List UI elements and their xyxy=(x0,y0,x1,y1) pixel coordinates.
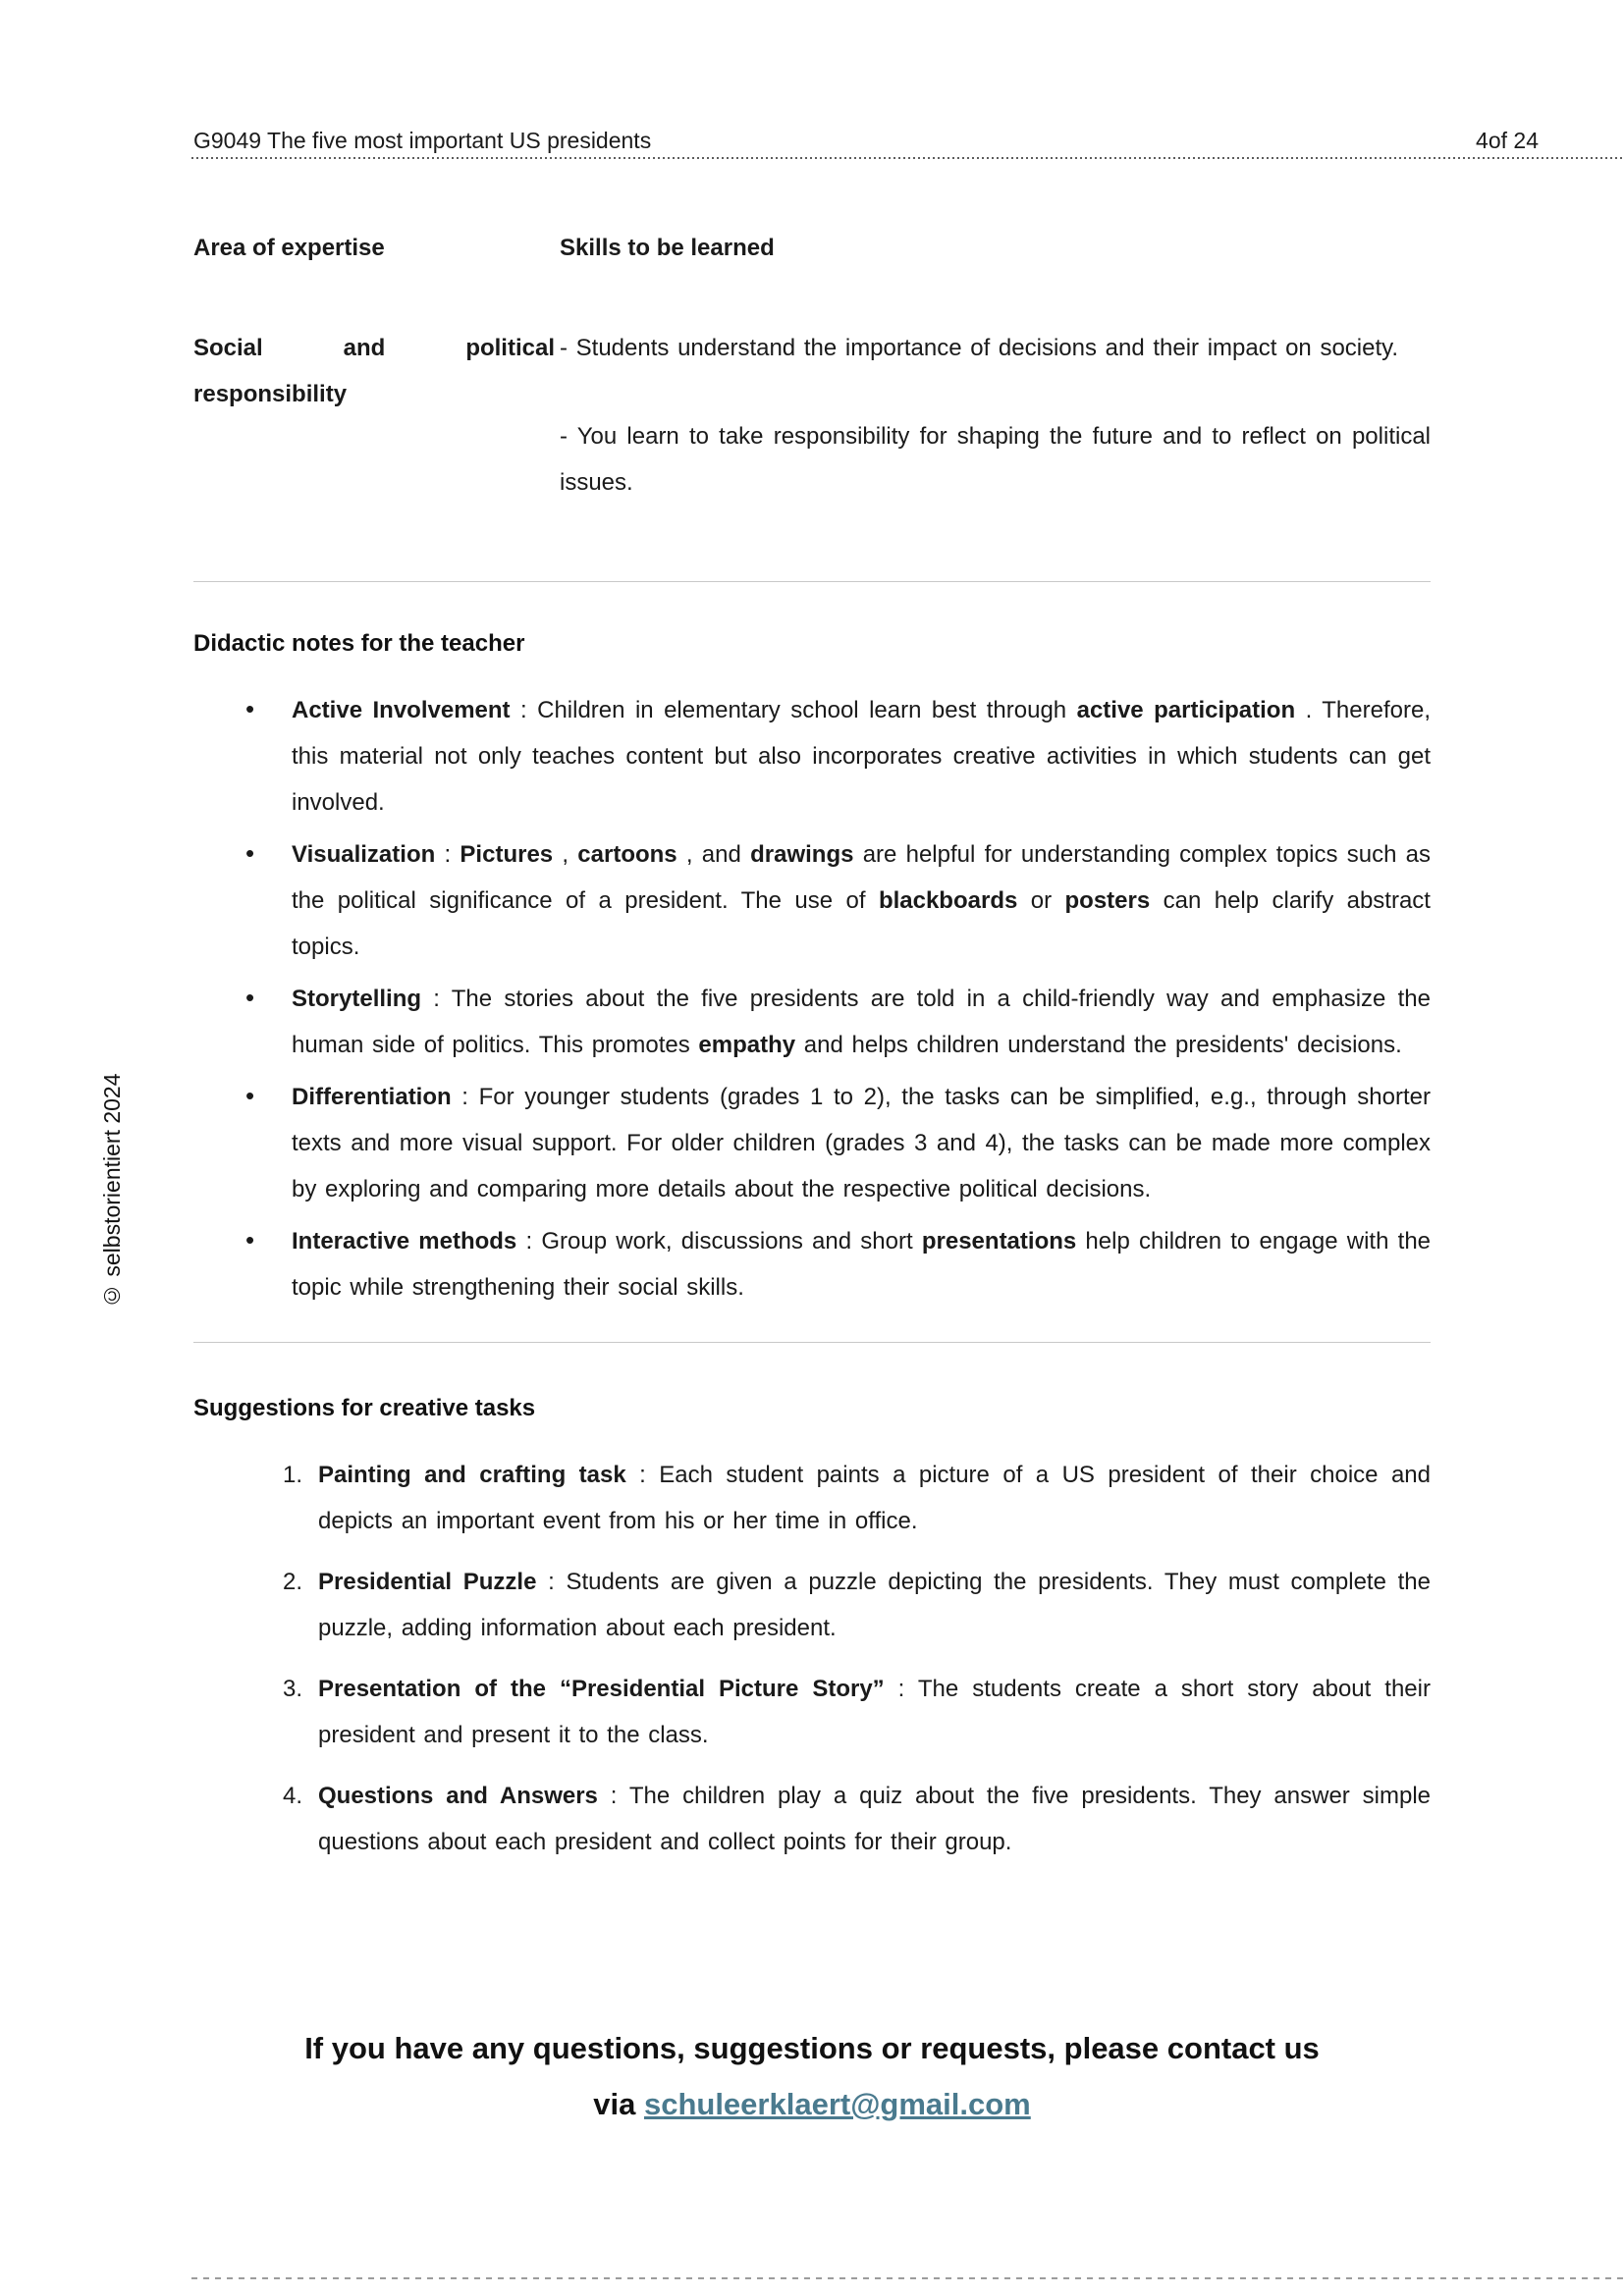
skills-paragraph: - Students understand the importance of decisions and their impact on society. xyxy=(560,335,1399,361)
list-item-text: Painting and crafting task : Each student paints a picture of a US president of their choice and depicts an important event from his or her time in office. xyxy=(318,1462,1431,1534)
list-item xyxy=(193,1559,1431,1651)
list-item xyxy=(193,1666,1431,1758)
list-item xyxy=(193,1452,1431,1544)
list-item-number: 1. xyxy=(283,1462,303,1488)
header-page-number: 4of 24 xyxy=(1476,128,1539,153)
list-item-text: Questions and Answers : The children play a quiz about the five presidents. They answer simple questions about each president and collect points for their group. xyxy=(318,1783,1431,1855)
didactic-list xyxy=(193,687,1431,1310)
list-item-number: 3. xyxy=(283,1676,303,1702)
didactic-heading: Didactic notes for the teacher xyxy=(193,630,525,657)
bullet-text: Storytelling : The stories about the five presidents are told in a child-friendly way and emphasize the human side of politics. This promotes empathy and helps children understand the presidents' decisions. xyxy=(292,986,1431,1058)
list-item xyxy=(193,1218,1431,1310)
bullet-icon: • xyxy=(245,694,255,723)
list-item xyxy=(193,1074,1431,1212)
list-item-number: 2. xyxy=(283,1569,303,1595)
list-item-number: 4. xyxy=(283,1783,303,1809)
bullet-text: Active Involvement : Children in elementary school learn best through active participation . Therefore, this material not only teaches content but also incorporates creative activities in which students can get involved. xyxy=(292,697,1431,816)
header-title: G9049 The five most important US presidents xyxy=(193,128,652,153)
suggestions-list xyxy=(193,1452,1431,1865)
table-body-row xyxy=(193,325,1431,506)
list-item-text: Presentation of the “Presidential Picture Story” : The students create a short story about their president and present it to the class. xyxy=(318,1676,1431,1748)
contact-email-link[interactable]: schuleerklaert@gmail.com xyxy=(643,2087,1031,2121)
column-header-skills: Skills to be learned xyxy=(560,235,775,261)
bottom-rule xyxy=(191,2277,1624,2279)
list-item xyxy=(193,1773,1431,1865)
list-item-text: Presidential Puzzle : Students are given a puzzle depicting the presidents. They must complete the puzzle, adding information about each president. xyxy=(318,1569,1431,1641)
contact-via: via xyxy=(593,2087,636,2121)
contact-line-1: If you have any questions, suggestions or requests, please contact us xyxy=(304,2031,1320,2065)
list-item xyxy=(193,831,1431,970)
skills-cell xyxy=(560,325,1431,506)
table-header-row xyxy=(193,225,1431,271)
bullet-text: Visualization : Pictures , cartoons , and drawings are helpful for understanding complex topics such as the political significance of a president. The use of blackboards or posters can help clarify abstract topics. xyxy=(292,841,1431,960)
bullet-text: Interactive methods : Group work, discussions and short presentations help children to engage with the topic while strengthening their social skills. xyxy=(292,1228,1432,1301)
copyright-vertical-text: © selbstorientiert 2024 xyxy=(99,1073,125,1308)
column-header-area: Area of expertise xyxy=(193,235,385,261)
bullet-icon: • xyxy=(245,838,255,868)
list-item xyxy=(193,687,1431,826)
skills-paragraph: - You learn to take responsibility for shaping the future and to reflect on political issues. xyxy=(560,423,1431,496)
bullet-icon: • xyxy=(245,983,255,1012)
contact-footer xyxy=(0,2020,1624,2132)
area-cell: Social and political responsibility xyxy=(193,335,555,407)
section-divider xyxy=(193,1342,1431,1343)
contact-line-2 xyxy=(0,2076,1624,2132)
bullet-icon: • xyxy=(245,1225,255,1255)
section-divider xyxy=(193,581,1431,582)
bullet-text: Differentiation : For younger students (grades 1 to 2), the tasks can be simplified, e.g., through shorter texts and more visual support. For older children (grades 3 and 4), the tasks can be made more complex by exploring and comparing more details about the respective political decisions. xyxy=(292,1084,1431,1202)
list-item xyxy=(193,976,1431,1068)
suggestions-heading: Suggestions for creative tasks xyxy=(193,1395,536,1421)
content-column xyxy=(193,0,1431,1880)
bullet-icon: • xyxy=(245,1081,255,1110)
